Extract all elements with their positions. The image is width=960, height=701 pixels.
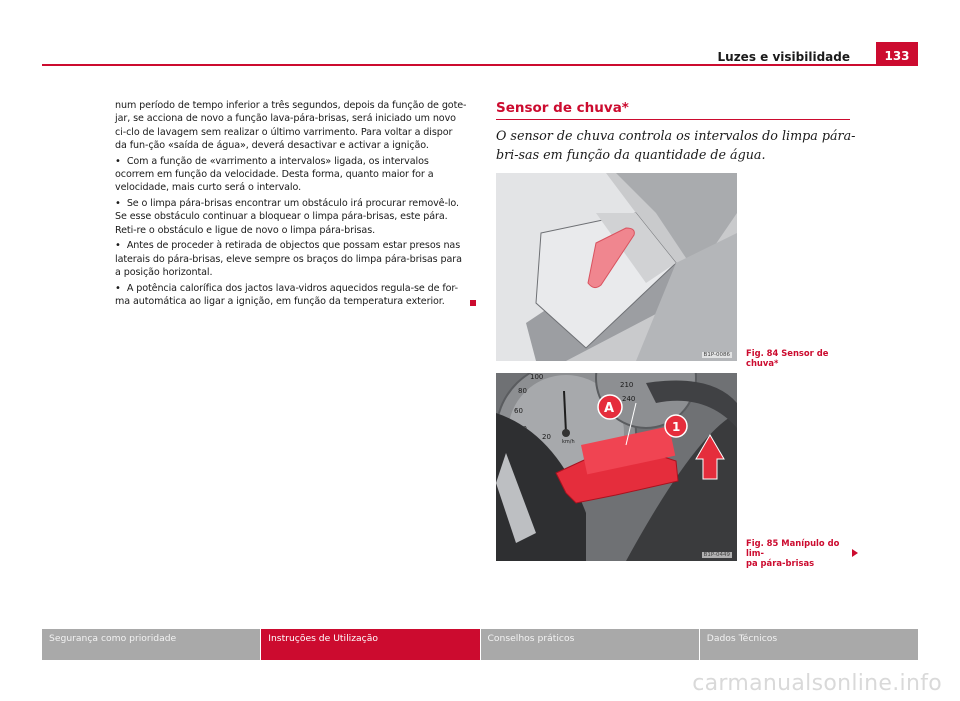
- gauge-tick: 80: [518, 387, 527, 395]
- figure-rain-sensor: [496, 173, 737, 361]
- bullet-paragraph: • Com a função de «varrimento a intervalos» ligada, os intervalos ocorrem em função da velocidade. Desta forma, quanto maior for a velocidade, mais curto será o intervalo.: [115, 155, 467, 195]
- figure-wiper-lever: [496, 373, 737, 561]
- continue-arrow-icon: [852, 549, 858, 557]
- gauge-tick: 20: [542, 433, 551, 441]
- tab-dados[interactable]: Dados Técnicos: [706, 633, 778, 644]
- bullet-paragraph: • Se o limpa pára-brisas encontrar um obstáculo irá procurar removê-lo. Se esse obstáculo continuar a bloquear o limpa pára-brisas, este pára. Reti-re o obstáculo e ligue de novo o limpa pára-brisas.: [115, 197, 467, 237]
- section-rule: [496, 119, 850, 120]
- figure-85-caption: Fig. 85 Manípulo do lim- pa pára-brisas: [746, 538, 840, 568]
- footer-nav: [42, 629, 918, 660]
- figure-code: B1P-0086: [703, 352, 730, 358]
- section-end-mark: [470, 300, 476, 306]
- running-title: Luzes e visibilidade: [717, 50, 850, 64]
- gauge-tick: 240: [622, 395, 636, 403]
- watermark: carmanualsonline.info: [692, 671, 942, 696]
- bullet-paragraph: • Antes de proceder à retirada de objectos que possam estar presos nas laterais do pára-brisas, eleve sempre os braços do limpa pára-brisas para a posição horizontal.: [115, 239, 467, 279]
- figure-84-caption: Fig. 84 Sensor de chuva*: [746, 348, 829, 368]
- section-intro: O sensor de chuva controla os intervalos do limpa pára-bri-sas em função da quantidade de água.: [496, 128, 856, 162]
- section-title: Sensor de chuva*: [496, 100, 629, 116]
- gauge-tick: 60: [514, 407, 523, 415]
- bullet-paragraph: • A potência calorífica dos jactos lava-vidros aquecidos regula-se de for-ma automática ao ligar a ignição, em função da temperatura exterior.: [115, 282, 467, 309]
- label-a: A: [604, 401, 615, 416]
- tab-instrucoes[interactable]: Instruções de Utilização: [261, 629, 480, 660]
- tab-seguranca[interactable]: Segurança como prioridade: [42, 629, 261, 660]
- gauge-unit: km/h: [562, 439, 575, 445]
- header-rule: [42, 64, 918, 66]
- left-column: [115, 99, 467, 311]
- gauge-tick: 100: [530, 373, 544, 381]
- paragraph: num período de tempo inferior a três segundos, depois da função de gote-jar, se acciona de novo a função lava-pára-brisas, será iniciado um novo ci-clo de lavagem sem realizar o último varrimento. Para voltar a dispor da fun-ção «saída de água», deverá desactivar e activar a ignição.: [115, 100, 467, 151]
- gauge-tick: 210: [620, 381, 634, 389]
- wiper-lever-illustration: [496, 373, 737, 561]
- figure-code: B1P-0449: [703, 552, 730, 558]
- rain-sensor-illustration: [496, 173, 737, 361]
- page-number: 133: [876, 42, 918, 66]
- tab-conselhos[interactable]: Conselhos práticos: [481, 629, 700, 660]
- label-1: 1: [672, 420, 681, 434]
